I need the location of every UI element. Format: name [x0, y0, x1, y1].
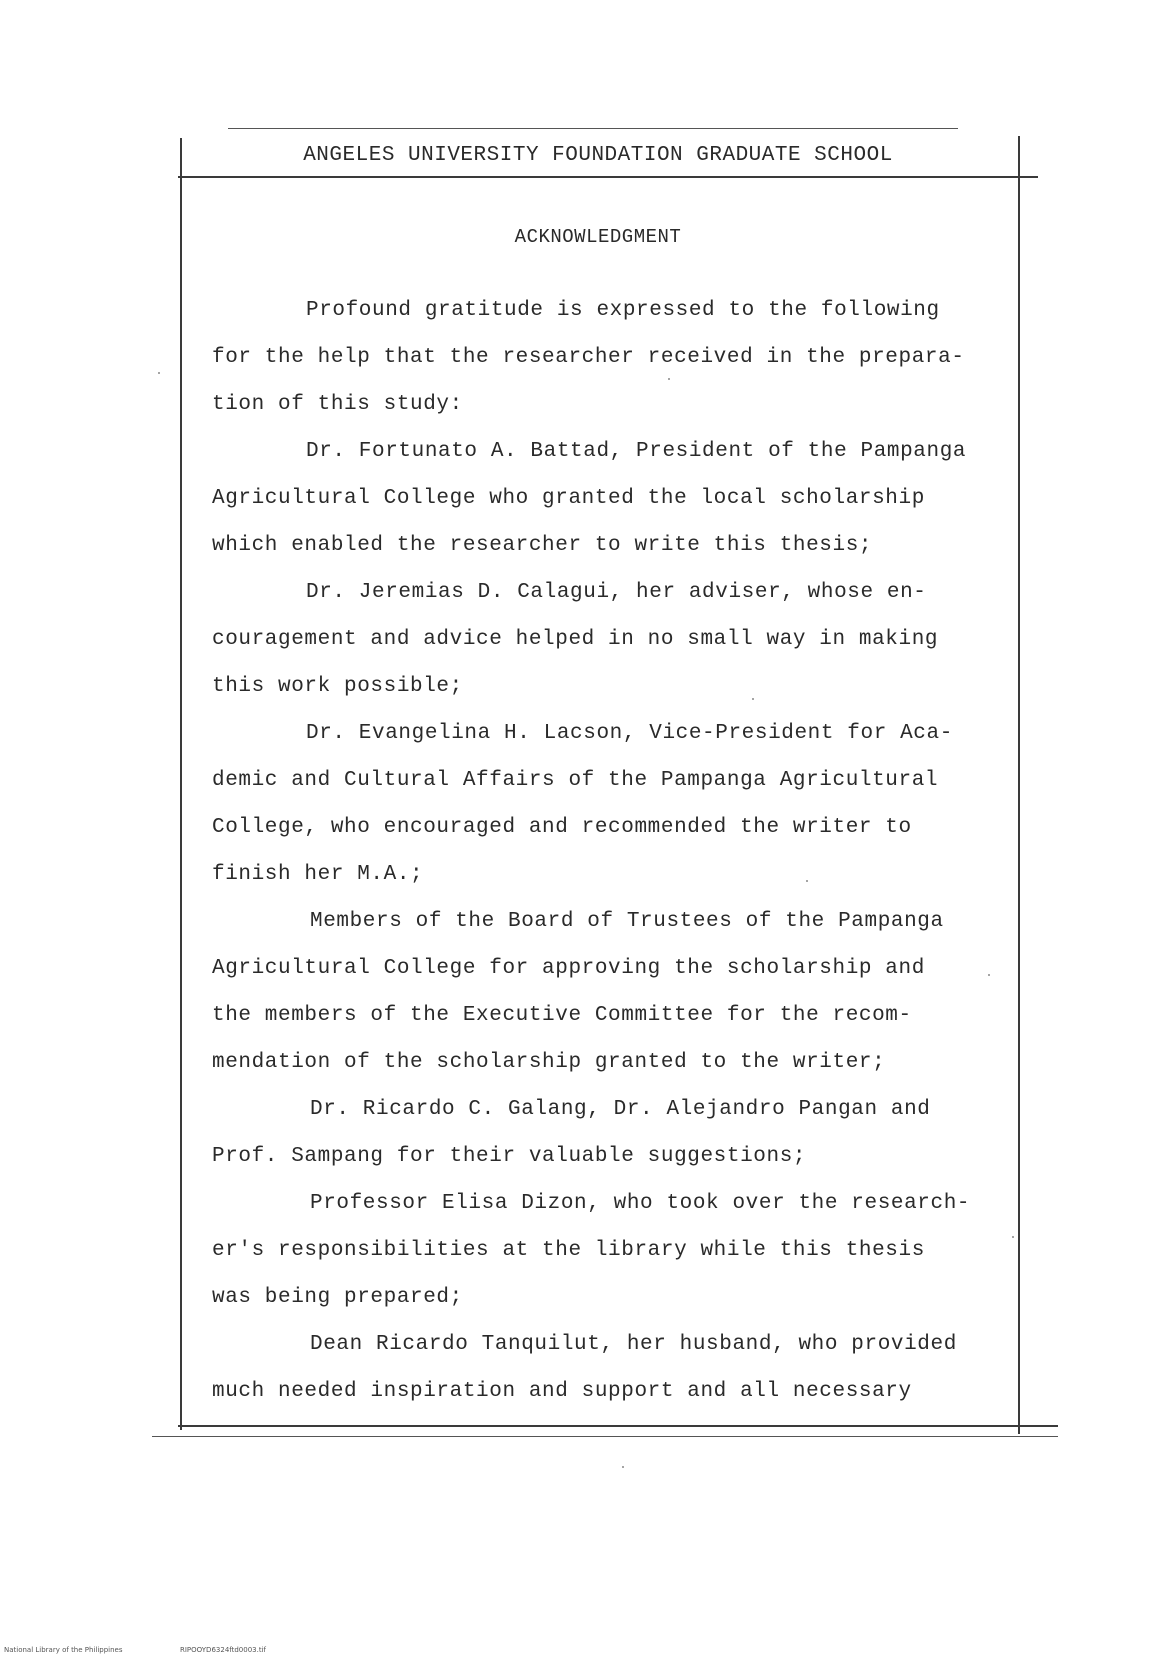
body-line: much needed inspiration and support and all necessary — [212, 1380, 912, 1403]
body-line: Professor Elisa Dizon, who took over the research- — [310, 1192, 971, 1215]
body-line: Profound gratitude is expressed to the following — [306, 299, 940, 322]
body-line: mendation of the scholarship granted to the writer; — [212, 1051, 886, 1074]
body-line: Prof. Sampang for their valuable suggestions; — [212, 1145, 807, 1168]
bottom-outer-rule — [152, 1436, 1058, 1437]
section-title: ACKNOWLEDGMENT — [514, 226, 682, 248]
body-line: er's responsibilities at the library while this thesis — [212, 1239, 925, 1262]
body-line: finish her M.A.; — [212, 863, 424, 886]
scan-speck — [158, 372, 160, 374]
body-line: Agricultural College who granted the local scholarship — [212, 487, 925, 510]
scan-speck — [988, 974, 990, 976]
right-border — [1018, 136, 1020, 1434]
left-border — [180, 138, 182, 1430]
scan-speck — [1012, 1236, 1014, 1238]
body-line: Dr. Fortunato A. Battad, President of the Pampanga — [306, 440, 967, 463]
footer-file-code: RIPOOYD6324ftd0003.tif — [180, 1646, 266, 1654]
scan-speck — [752, 698, 754, 700]
body-line: Dr. Ricardo C. Galang, Dr. Alejandro Pangan and — [310, 1098, 931, 1121]
body-line: was being prepared; — [212, 1286, 463, 1309]
body-line: the members of the Executive Committee for the recom- — [212, 1004, 912, 1027]
body-line: Agricultural College for approving the scholarship and — [212, 957, 925, 980]
body-line: Dean Ricardo Tanquilut, her husband, who provided — [310, 1333, 957, 1356]
footer-library-label: National Library of the Philippines — [4, 1646, 123, 1654]
body-line: Dr. Jeremias D. Calagui, her adviser, whose en- — [306, 581, 927, 604]
scan-speck — [622, 1466, 624, 1468]
body-line: for the help that the researcher received in the prepara- — [212, 346, 965, 369]
school-name-header: ANGELES UNIVERSITY FOUNDATION GRADUATE SCHOOL — [303, 144, 893, 167]
bottom-rule — [178, 1425, 1058, 1427]
body-line: couragement and advice helped in no small way in making — [212, 628, 939, 651]
body-line: which enabled the researcher to write this thesis; — [212, 534, 873, 557]
header-rule — [178, 176, 1038, 178]
body-line: College, who encouraged and recommended the writer to — [212, 816, 912, 839]
body-line: tion of this study: — [212, 393, 463, 416]
body-line: Members of the Board of Trustees of the Pampanga — [310, 910, 944, 933]
scan-speck — [806, 880, 808, 882]
top-rule — [228, 128, 958, 129]
scan-speck — [668, 378, 670, 380]
body-line: demic and Cultural Affairs of the Pampanga Agricultural — [212, 769, 939, 792]
body-line: this work possible; — [212, 675, 463, 698]
body-line: Dr. Evangelina H. Lacson, Vice-President for Aca- — [306, 722, 953, 745]
